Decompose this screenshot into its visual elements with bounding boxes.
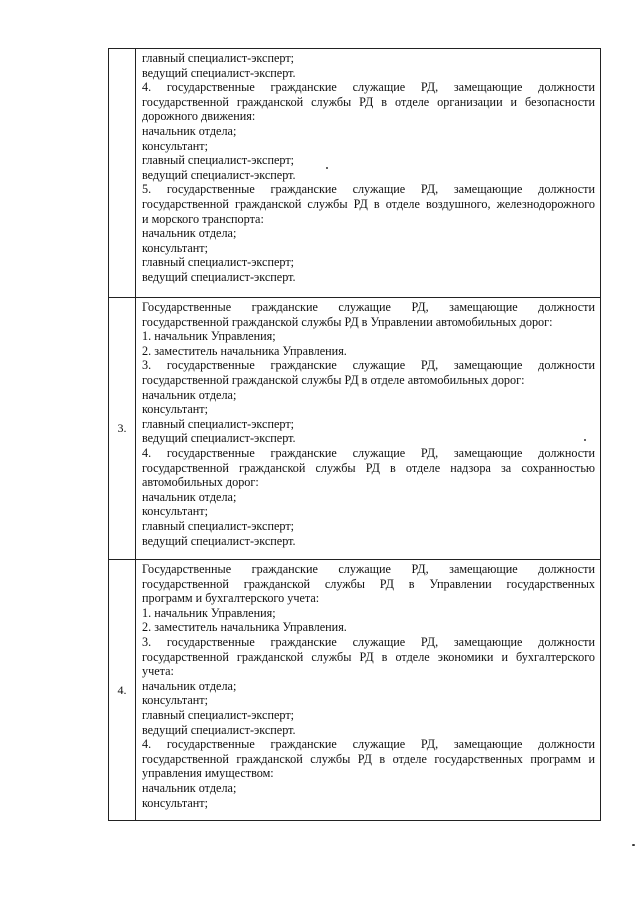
text-line: главный специалист-эксперт; bbox=[142, 51, 295, 65]
text-line: государственной гражданской службы РД в Управлении государственных bbox=[142, 576, 595, 591]
text-line: государственной гражданской службы РД в отделе воздушного, железнодорожного bbox=[142, 196, 595, 211]
text-line: начальник отдела; bbox=[142, 678, 237, 693]
row-number: 3. bbox=[109, 298, 136, 559]
text-line: главный специалист-эксперт; bbox=[142, 153, 295, 168]
text-line: государственной гражданской службы РД в отделе организации и безопасности bbox=[142, 94, 595, 109]
text-line: ведущий специалист-эксперт. bbox=[142, 722, 296, 737]
text-line: главный специалист-эксперт; bbox=[142, 255, 295, 270]
text-line: 3. государственные гражданские служащие РД, замещающие должности bbox=[142, 358, 595, 373]
text-line: 4. государственные гражданские служащие РД, замещающие должности bbox=[142, 80, 595, 95]
text-line: консультант; bbox=[142, 240, 209, 255]
text-line: дорожного движения: bbox=[142, 109, 256, 124]
text-line: начальник отдела; bbox=[142, 489, 237, 504]
text-line: 4. государственные гражданские служащие РД, замещающие должности bbox=[142, 445, 595, 460]
scan-speck bbox=[632, 844, 635, 846]
text-line: Государственные гражданские служащие РД, замещающие должности bbox=[142, 562, 595, 576]
text-line: консультант; bbox=[142, 795, 209, 810]
text-line: государственной гражданской службы РД в отделе государственных программ и bbox=[142, 751, 595, 766]
text-line: автомобильных дорог: bbox=[142, 475, 259, 490]
text-line: государственной гражданской службы РД в отделе экономики и бухгалтерского bbox=[142, 649, 595, 664]
text-line: 3. государственные гражданские служащие РД, замещающие должности bbox=[142, 634, 595, 649]
row-number bbox=[109, 49, 136, 297]
table-row bbox=[109, 560, 600, 820]
text-line: консультант; bbox=[142, 693, 209, 708]
text-line: ведущий специалист-эксперт. bbox=[142, 167, 296, 182]
scan-speck bbox=[326, 167, 328, 169]
text-line: и морского транспорта: bbox=[142, 211, 264, 226]
table-row bbox=[109, 49, 600, 298]
text-line: учета: bbox=[142, 664, 174, 679]
text-line: программ и бухгалтерского учета: bbox=[142, 591, 320, 606]
text-line: начальник отдела; bbox=[142, 780, 237, 795]
text-line: государственной гражданской службы РД в отделе автомобильных дорог: bbox=[142, 372, 525, 387]
row-content bbox=[142, 51, 595, 285]
text-line: 1. начальник Управления; bbox=[142, 329, 276, 344]
text-line: 1. начальник Управления; bbox=[142, 605, 276, 620]
table-row bbox=[109, 298, 600, 560]
row-content bbox=[142, 562, 595, 810]
text-line: ведущий специалист-эксперт. bbox=[142, 533, 296, 548]
text-line: главный специалист-эксперт; bbox=[142, 518, 295, 533]
text-line: 2. заместитель начальника Управления. bbox=[142, 343, 347, 358]
text-line: государственной гражданской службы РД в отделе надзора за сохранностью bbox=[142, 460, 595, 475]
text-line: 2. заместитель начальника Управления. bbox=[142, 620, 347, 635]
positions-table bbox=[108, 48, 601, 821]
text-line: консультант; bbox=[142, 138, 209, 153]
text-line: главный специалист-эксперт; bbox=[142, 707, 295, 722]
text-line: ведущий специалист-эксперт. bbox=[142, 65, 296, 80]
scan-speck bbox=[584, 439, 586, 441]
text-line: начальник отдела; bbox=[142, 123, 237, 138]
text-line: начальник отдела; bbox=[142, 226, 237, 241]
text-line: 5. государственные гражданские служащие РД, замещающие должности bbox=[142, 182, 595, 197]
text-line: государственной гражданской службы РД в Управлении автомобильных дорог: bbox=[142, 314, 553, 329]
text-line: ведущий специалист-эксперт. bbox=[142, 431, 296, 446]
text-line: консультант; bbox=[142, 402, 209, 417]
text-line: начальник отдела; bbox=[142, 387, 237, 402]
row-content bbox=[142, 300, 595, 548]
text-line: Государственные гражданские служащие РД, замещающие должности bbox=[142, 300, 595, 314]
text-line: консультант; bbox=[142, 504, 209, 519]
row-number: 4. bbox=[109, 560, 136, 820]
text-line: главный специалист-эксперт; bbox=[142, 416, 295, 431]
text-line: 4. государственные гражданские служащие РД, замещающие должности bbox=[142, 737, 595, 752]
text-line: управления имуществом: bbox=[142, 766, 274, 781]
text-line: ведущий специалист-эксперт. bbox=[142, 269, 296, 284]
